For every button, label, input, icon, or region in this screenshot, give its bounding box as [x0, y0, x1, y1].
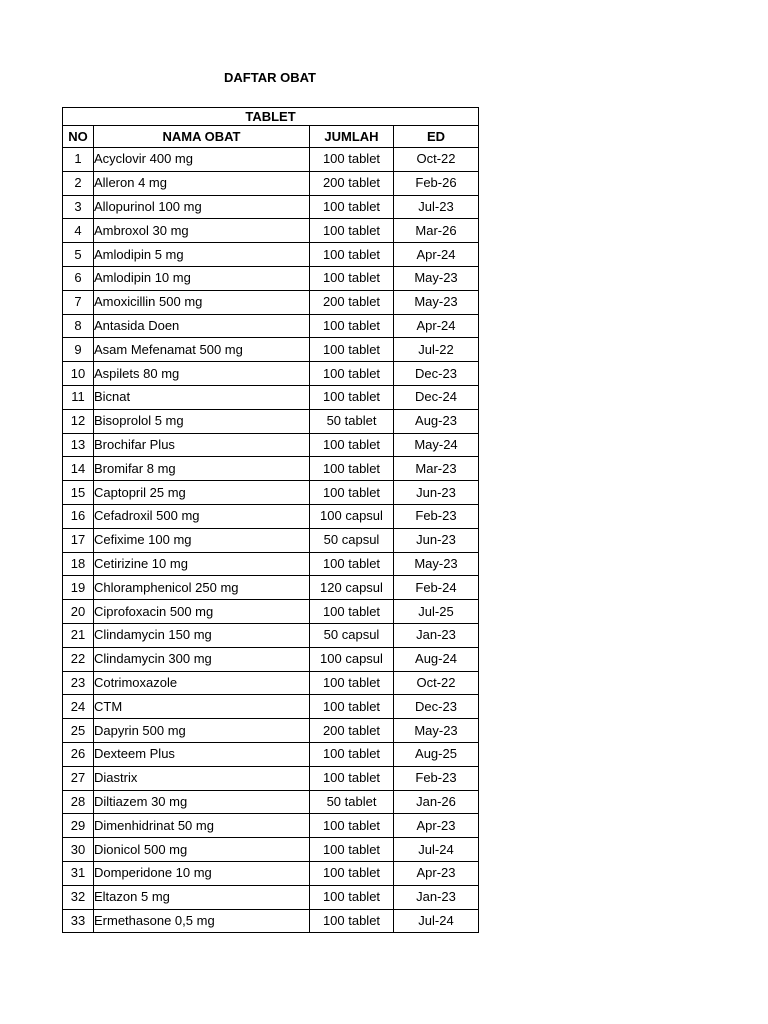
cell-expiry-date: Oct-22	[394, 671, 479, 695]
cell-expiry-date: Aug-24	[394, 647, 479, 671]
cell-quantity: 100 tablet	[310, 385, 394, 409]
cell-number: 20	[63, 600, 94, 624]
column-header-no: NO	[63, 126, 94, 148]
cell-number: 7	[63, 290, 94, 314]
cell-number: 19	[63, 576, 94, 600]
cell-number: 16	[63, 504, 94, 528]
cell-number: 6	[63, 266, 94, 290]
cell-number: 22	[63, 647, 94, 671]
cell-quantity: 100 tablet	[310, 457, 394, 481]
table-row	[63, 647, 479, 671]
cell-number: 26	[63, 742, 94, 766]
table-row	[63, 552, 479, 576]
cell-quantity: 100 tablet	[310, 766, 394, 790]
table-row	[63, 528, 479, 552]
cell-drug-name: Eltazon 5 mg	[94, 885, 310, 909]
table-row	[63, 362, 479, 386]
cell-expiry-date: Feb-24	[394, 576, 479, 600]
cell-number: 23	[63, 671, 94, 695]
cell-drug-name: Dionicol 500 mg	[94, 838, 310, 862]
cell-expiry-date: Jul-24	[394, 838, 479, 862]
cell-drug-name: Dexteem Plus	[94, 742, 310, 766]
cell-quantity: 50 tablet	[310, 790, 394, 814]
cell-drug-name: Clindamycin 150 mg	[94, 623, 310, 647]
table-row	[63, 433, 479, 457]
cell-quantity: 120 capsul	[310, 576, 394, 600]
table-row	[63, 790, 479, 814]
cell-drug-name: Diltiazem 30 mg	[94, 790, 310, 814]
cell-drug-name: Ambroxol 30 mg	[94, 219, 310, 243]
cell-expiry-date: Jul-22	[394, 338, 479, 362]
column-header-name: NAMA OBAT	[94, 126, 310, 148]
cell-drug-name: Captopril 25 mg	[94, 481, 310, 505]
cell-drug-name: Asam Mefenamat 500 mg	[94, 338, 310, 362]
cell-expiry-date: Aug-23	[394, 409, 479, 433]
cell-quantity: 100 capsul	[310, 647, 394, 671]
table-row	[63, 338, 479, 362]
cell-quantity: 50 capsul	[310, 623, 394, 647]
table-row	[63, 195, 479, 219]
cell-quantity: 100 tablet	[310, 742, 394, 766]
cell-number: 30	[63, 838, 94, 862]
cell-number: 8	[63, 314, 94, 338]
table-body	[63, 148, 479, 933]
cell-quantity: 100 tablet	[310, 814, 394, 838]
cell-number: 4	[63, 219, 94, 243]
table-row	[63, 266, 479, 290]
table-row	[63, 838, 479, 862]
cell-quantity: 100 tablet	[310, 195, 394, 219]
cell-number: 17	[63, 528, 94, 552]
cell-number: 33	[63, 909, 94, 933]
column-header-qty: JUMLAH	[310, 126, 394, 148]
table-section-row	[63, 108, 479, 126]
table-row	[63, 695, 479, 719]
cell-drug-name: Cefadroxil 500 mg	[94, 504, 310, 528]
cell-quantity: 100 tablet	[310, 552, 394, 576]
cell-quantity: 100 tablet	[310, 909, 394, 933]
cell-expiry-date: Mar-23	[394, 457, 479, 481]
cell-drug-name: Bisoprolol 5 mg	[94, 409, 310, 433]
cell-expiry-date: Aug-25	[394, 742, 479, 766]
cell-quantity: 100 tablet	[310, 266, 394, 290]
cell-expiry-date: Apr-24	[394, 314, 479, 338]
table-row	[63, 600, 479, 624]
table-row	[63, 385, 479, 409]
cell-quantity: 200 tablet	[310, 290, 394, 314]
cell-drug-name: Brochifar Plus	[94, 433, 310, 457]
cell-drug-name: CTM	[94, 695, 310, 719]
cell-expiry-date: Oct-22	[394, 148, 479, 172]
cell-drug-name: Dapyrin 500 mg	[94, 719, 310, 743]
cell-quantity: 100 tablet	[310, 362, 394, 386]
table-row	[63, 290, 479, 314]
table-row	[63, 623, 479, 647]
cell-drug-name: Aspilets 80 mg	[94, 362, 310, 386]
column-header-ed: ED	[394, 126, 479, 148]
cell-number: 31	[63, 861, 94, 885]
cell-expiry-date: Mar-26	[394, 219, 479, 243]
table-row	[63, 409, 479, 433]
cell-drug-name: Ciprofoxacin 500 mg	[94, 600, 310, 624]
cell-drug-name: Amlodipin 10 mg	[94, 266, 310, 290]
cell-number: 5	[63, 243, 94, 267]
cell-quantity: 100 tablet	[310, 148, 394, 172]
cell-drug-name: Bromifar 8 mg	[94, 457, 310, 481]
cell-expiry-date: Apr-24	[394, 243, 479, 267]
table-row	[63, 766, 479, 790]
table-row	[63, 814, 479, 838]
cell-expiry-date: Jul-25	[394, 600, 479, 624]
cell-quantity: 100 tablet	[310, 219, 394, 243]
cell-quantity: 200 tablet	[310, 719, 394, 743]
cell-number: 9	[63, 338, 94, 362]
cell-drug-name: Allopurinol 100 mg	[94, 195, 310, 219]
cell-quantity: 100 tablet	[310, 314, 394, 338]
table-row	[63, 742, 479, 766]
table-row	[63, 219, 479, 243]
cell-number: 29	[63, 814, 94, 838]
cell-number: 28	[63, 790, 94, 814]
table-row	[63, 504, 479, 528]
table-row	[63, 719, 479, 743]
cell-expiry-date: Feb-23	[394, 766, 479, 790]
cell-number: 11	[63, 385, 94, 409]
cell-expiry-date: Feb-26	[394, 171, 479, 195]
table-row	[63, 314, 479, 338]
cell-expiry-date: Dec-24	[394, 385, 479, 409]
cell-quantity: 100 tablet	[310, 695, 394, 719]
cell-quantity: 50 capsul	[310, 528, 394, 552]
table-header-row	[63, 126, 479, 148]
table-row	[63, 885, 479, 909]
cell-expiry-date: Apr-23	[394, 861, 479, 885]
cell-quantity: 100 tablet	[310, 433, 394, 457]
cell-quantity: 100 tablet	[310, 861, 394, 885]
cell-drug-name: Alleron 4 mg	[94, 171, 310, 195]
cell-expiry-date: May-23	[394, 719, 479, 743]
cell-drug-name: Domperidone 10 mg	[94, 861, 310, 885]
cell-number: 25	[63, 719, 94, 743]
cell-number: 21	[63, 623, 94, 647]
cell-number: 24	[63, 695, 94, 719]
document-title: DAFTAR OBAT	[224, 70, 316, 85]
cell-quantity: 100 capsul	[310, 504, 394, 528]
cell-drug-name: Antasida Doen	[94, 314, 310, 338]
cell-expiry-date: Jan-26	[394, 790, 479, 814]
cell-drug-name: Cetirizine 10 mg	[94, 552, 310, 576]
cell-expiry-date: Jan-23	[394, 885, 479, 909]
cell-number: 32	[63, 885, 94, 909]
table-row	[63, 909, 479, 933]
table-row	[63, 576, 479, 600]
cell-quantity: 100 tablet	[310, 481, 394, 505]
cell-drug-name: Clindamycin 300 mg	[94, 647, 310, 671]
cell-drug-name: Cotrimoxazole	[94, 671, 310, 695]
section-title: TABLET	[63, 108, 479, 126]
cell-drug-name: Bicnat	[94, 385, 310, 409]
cell-expiry-date: May-23	[394, 552, 479, 576]
cell-drug-name: Amlodipin 5 mg	[94, 243, 310, 267]
cell-drug-name: Diastrix	[94, 766, 310, 790]
cell-drug-name: Acyclovir 400 mg	[94, 148, 310, 172]
cell-expiry-date: May-23	[394, 266, 479, 290]
cell-number: 27	[63, 766, 94, 790]
cell-quantity: 100 tablet	[310, 838, 394, 862]
cell-number: 14	[63, 457, 94, 481]
cell-quantity: 100 tablet	[310, 600, 394, 624]
cell-drug-name: Dimenhidrinat 50 mg	[94, 814, 310, 838]
cell-expiry-date: Jul-23	[394, 195, 479, 219]
cell-quantity: 50 tablet	[310, 409, 394, 433]
cell-quantity: 100 tablet	[310, 338, 394, 362]
table-row	[63, 171, 479, 195]
table-row	[63, 481, 479, 505]
cell-expiry-date: Dec-23	[394, 695, 479, 719]
cell-expiry-date: Jan-23	[394, 623, 479, 647]
drug-table	[62, 107, 479, 933]
cell-number: 13	[63, 433, 94, 457]
cell-expiry-date: Dec-23	[394, 362, 479, 386]
cell-expiry-date: Jul-24	[394, 909, 479, 933]
cell-expiry-date: May-24	[394, 433, 479, 457]
cell-expiry-date: Jun-23	[394, 481, 479, 505]
cell-quantity: 200 tablet	[310, 171, 394, 195]
cell-drug-name: Cefixime 100 mg	[94, 528, 310, 552]
table-row	[63, 457, 479, 481]
cell-number: 18	[63, 552, 94, 576]
cell-expiry-date: Jun-23	[394, 528, 479, 552]
cell-drug-name: Ermethasone 0,5 mg	[94, 909, 310, 933]
cell-drug-name: Chloramphenicol 250 mg	[94, 576, 310, 600]
cell-drug-name: Amoxicillin 500 mg	[94, 290, 310, 314]
cell-expiry-date: Apr-23	[394, 814, 479, 838]
cell-number: 1	[63, 148, 94, 172]
cell-expiry-date: May-23	[394, 290, 479, 314]
cell-quantity: 100 tablet	[310, 243, 394, 267]
cell-number: 15	[63, 481, 94, 505]
cell-expiry-date: Feb-23	[394, 504, 479, 528]
cell-number: 2	[63, 171, 94, 195]
cell-number: 12	[63, 409, 94, 433]
table-row	[63, 148, 479, 172]
cell-quantity: 100 tablet	[310, 671, 394, 695]
table-row	[63, 243, 479, 267]
cell-number: 3	[63, 195, 94, 219]
table-row	[63, 861, 479, 885]
cell-quantity: 100 tablet	[310, 885, 394, 909]
cell-number: 10	[63, 362, 94, 386]
table-row	[63, 671, 479, 695]
